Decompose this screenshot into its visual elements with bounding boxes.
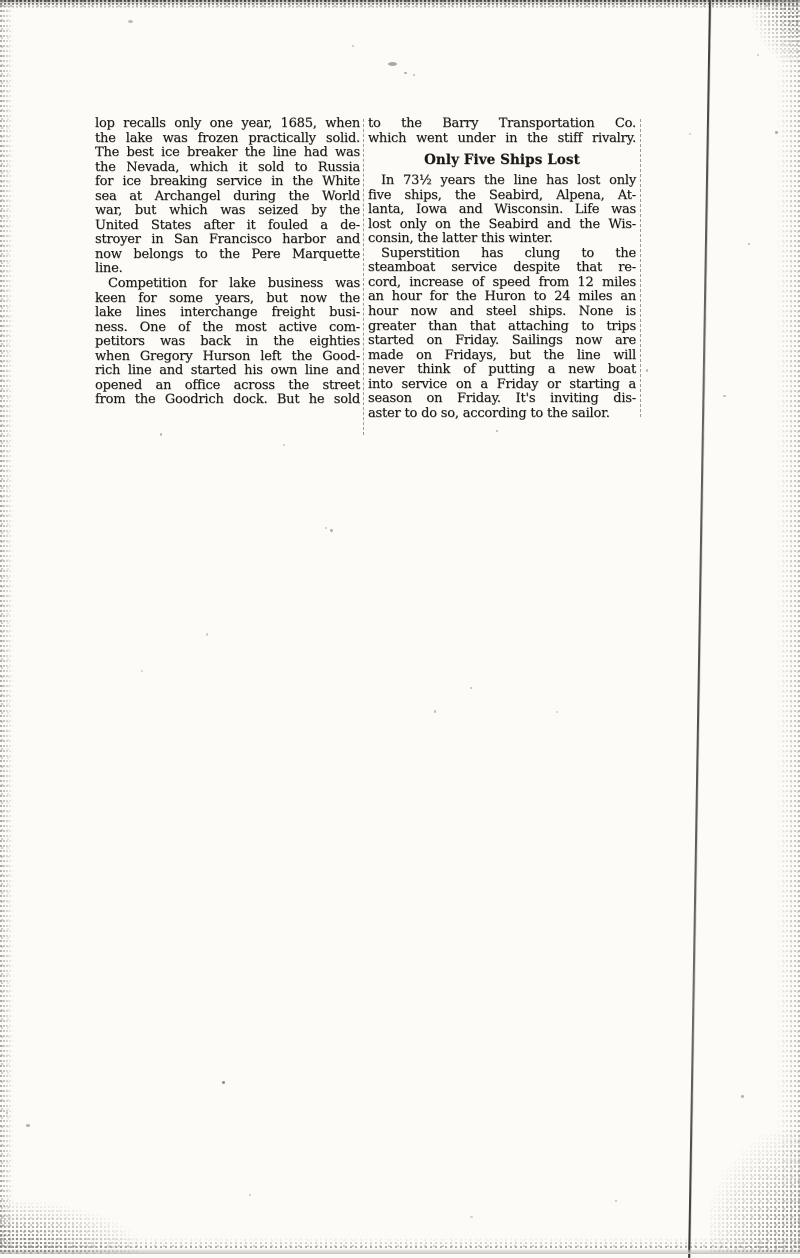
article-line: Competition for lake business was [108, 276, 360, 292]
article-line: lake lines interchange freight busi- [95, 305, 360, 321]
scan-speck [128, 20, 133, 23]
article-line: never think of putting a new boat [368, 362, 636, 378]
scan-edge-left [0, 0, 14, 1254]
scan-speck [748, 243, 750, 245]
newspaper-clipping [95, 117, 647, 421]
article-line: sea at Archangel during the World [95, 188, 360, 204]
article-line: lop recalls only one year, 1685, when [95, 116, 360, 131]
scan-speck [388, 62, 397, 66]
scan-speck [330, 529, 333, 532]
article-line: the lake was frozen practically solid. [95, 130, 360, 146]
article-line: from the Goodrich dock. But he sold [95, 392, 360, 408]
scan-speck [404, 72, 407, 74]
article-line: to the Barry Transportation Co. [368, 116, 636, 131]
article-line: stroyer in San Francisco harbor and [95, 232, 360, 248]
article-line: petitors was back in the eighties [95, 334, 360, 350]
article-line: the Nevada, which it sold to Russia [95, 159, 360, 175]
scan-speck [206, 633, 208, 636]
article-line: started on Friday. Sailings now are [368, 333, 636, 349]
scan-speck [434, 710, 436, 713]
article-column-left [95, 117, 360, 421]
article-line: Superstition has clung to the [381, 245, 636, 261]
article-line: an hour for the Huron to 24 miles an [368, 289, 636, 305]
article-line: now belongs to the Pere Marquette [95, 246, 360, 262]
article-line: war, but which was seized by the [95, 203, 360, 219]
scan-speck [757, 54, 759, 56]
scan-speck [723, 395, 726, 397]
scan-edge-top [0, 0, 800, 9]
scan-speck [141, 670, 143, 672]
article-line: In 73½ years the line has lost only [381, 173, 636, 189]
scan-edge-right [774, 0, 800, 1254]
article-line: ness. One of the most active com- [95, 319, 360, 335]
article-line: lanta, Iowa and Wisconsin. Life was [368, 202, 636, 218]
scan-corner-top-right [752, 0, 800, 64]
scan-speck [741, 1095, 744, 1098]
scan-speck [283, 444, 285, 446]
article-line: cord, increase of speed from 12 miles [368, 274, 636, 290]
article-line: when Gregory Hurson left the Good- [95, 348, 360, 364]
article-line: consin, the latter this winter. [368, 231, 553, 247]
article-line: which went under in the stiff rivalry. [368, 130, 636, 146]
article-line: hour now and steel ships. None is [368, 304, 636, 320]
scan-speck [775, 131, 778, 134]
article-column-right [368, 117, 636, 421]
article-line: rich line and started his own line and [95, 363, 360, 379]
scan-edge-bottom [0, 1238, 800, 1250]
scan-speck [6, 1112, 8, 1114]
scan-corner-bottom-left [0, 1202, 140, 1254]
scan-speck [615, 1200, 617, 1202]
page-fold-line [688, 0, 710, 1258]
article-line: five ships, the Seabird, Alpena, At- [368, 187, 636, 203]
scan-speck [413, 74, 415, 76]
article-line: steamboat service despite that re- [368, 260, 636, 276]
article-line: lost only on the Seabird and the Wis- [368, 216, 636, 232]
scan-speck [249, 1194, 251, 1196]
article-line: opened an office across the street [95, 377, 360, 393]
scan-speck [470, 1216, 473, 1218]
column-rule-middle [360, 117, 368, 421]
scan-speck [325, 527, 327, 529]
article-line: made on Fridays, but the line will [368, 347, 636, 363]
article-line: line. [95, 261, 123, 277]
article-line: for ice breaking service in the White [95, 174, 360, 190]
article-line: United States after it fouled a de- [95, 217, 360, 233]
article-line: The best ice breaker the line had was [95, 145, 360, 161]
scan-speck [470, 687, 472, 689]
column-rule-right [636, 117, 642, 421]
article-subheading: Only Five Ships Lost [424, 152, 580, 169]
article-line: season on Friday. It's inviting dis- [368, 391, 636, 407]
article-line: greater than that attaching to trips [368, 318, 636, 334]
scan-speck [556, 711, 558, 713]
article-line: into service on a Friday or starting a [368, 376, 636, 392]
scan-speck [222, 1081, 225, 1084]
scan-speck [160, 433, 162, 436]
scan-speck [689, 133, 691, 135]
scan-speck [26, 1124, 30, 1127]
scan-corner-bottom-right [710, 1134, 800, 1254]
scan-speck [352, 45, 354, 47]
scan-edge-bottom-strip [0, 1249, 800, 1254]
scan-speck [496, 430, 498, 432]
article-line: keen for some years, but now the [95, 290, 360, 306]
article-line: aster to do so, according to the sailor. [368, 405, 610, 421]
